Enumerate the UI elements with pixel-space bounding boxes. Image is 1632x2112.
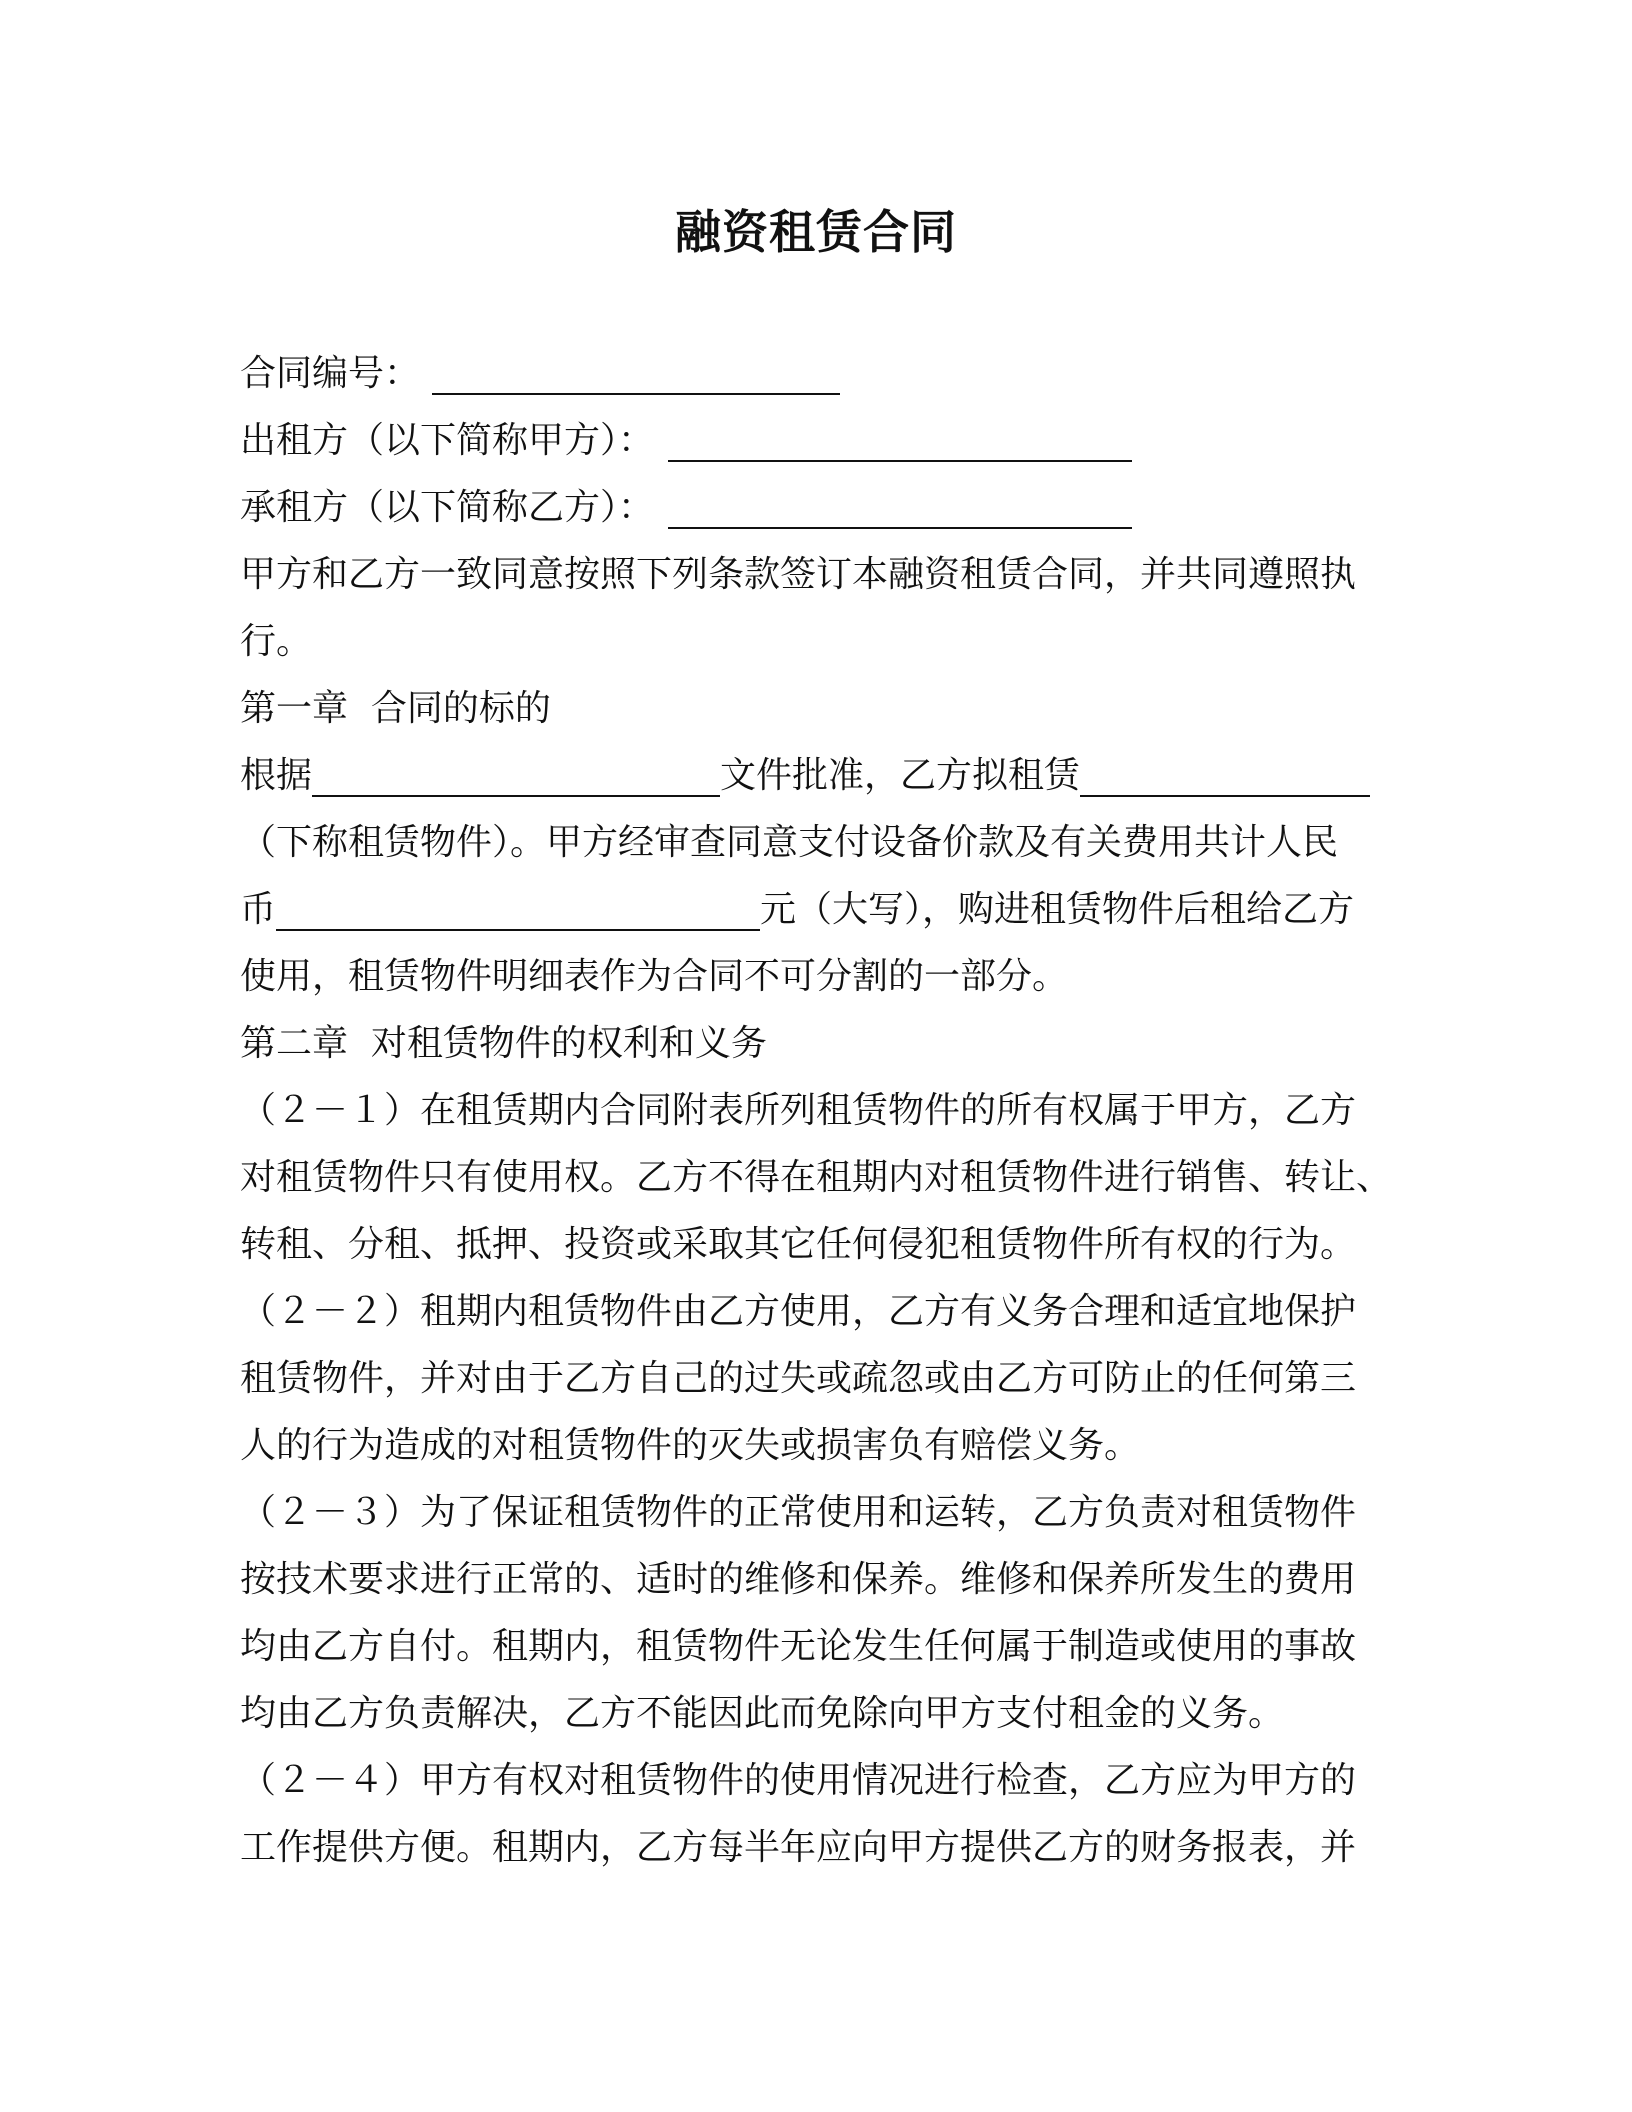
chapter-2-line: 均由乙方负责解决，乙方不能因此而免除向甲方支付租金的义务。 [240, 1693, 1285, 1734]
lessor-blank[interactable] [668, 412, 1132, 462]
chapter-2-line: 对租赁物件只有使用权。乙方不得在租期内对租赁物件进行销售、转让、 [240, 1157, 1392, 1198]
document-body [240, 340, 1392, 1881]
amount-blank[interactable] [276, 881, 760, 931]
approval-text: 文件批准，乙方拟租赁 [720, 755, 1081, 796]
lessor-row [240, 407, 1392, 474]
amount-suffix-text: 元（大写），购进租赁物件后租给乙方 [760, 889, 1355, 930]
chapter-2-line: （２－２）租期内租赁物件由乙方使用，乙方有义务合理和适宜地保护 [240, 1291, 1357, 1332]
leased-item-blank[interactable] [1080, 747, 1370, 797]
contract-no-row [240, 340, 1392, 407]
currency-text: 币 [240, 889, 277, 930]
chapter-1-line-1 [240, 742, 1392, 809]
document-title: 融资租赁合同 [675, 205, 957, 259]
chapter-2-line: 转租、分租、抵押、投资或采取其它任何侵犯租赁物件所有权的行为。 [240, 1224, 1357, 1265]
intro-line-1: 甲方和乙方一致同意按照下列条款签订本融资租赁合同，并共同遵照执 [240, 554, 1357, 595]
approval-document-blank[interactable] [312, 747, 720, 797]
chapter-2-line: 租赁物件，并对由于乙方自己的过失或疏忽或由乙方可防止的任何第三 [240, 1358, 1357, 1399]
chapter-1-line-3 [240, 876, 1392, 943]
lessee-label: 承租方（以下简称乙方）： [240, 487, 655, 528]
chapter-2-heading: 第二章 对租赁物件的权利和义务 [240, 1023, 767, 1064]
lessee-blank[interactable] [668, 479, 1132, 529]
chapter-2-line: （２－４）甲方有权对租赁物件的使用情况进行检查，乙方应为甲方的 [240, 1760, 1357, 1801]
according-to-text: 根据 [240, 755, 313, 796]
intro-line-2: 行。 [240, 621, 313, 662]
chapter-1-line-4: 使用，租赁物件明细表作为合同不可分割的一部分。 [240, 956, 1069, 997]
chapter-1-heading: 第一章 合同的标的 [240, 688, 551, 729]
chapter-2-line: 工作提供方便。租期内，乙方每半年应向甲方提供乙方的财务报表，并 [240, 1827, 1357, 1868]
chapter-2-line: 均由乙方自付。租期内，租赁物件无论发生任何属于制造或使用的事故 [240, 1626, 1357, 1667]
chapter-2-line: （２－３）为了保证租赁物件的正常使用和运转，乙方负责对租赁物件 [240, 1492, 1357, 1533]
lessee-row [240, 474, 1392, 541]
chapter-2-line: （２－１）在租赁期内合同附表所列租赁物件的所有权属于甲方，乙方 [240, 1090, 1357, 1131]
contract-no-label: 合同编号： [240, 353, 421, 394]
chapter-2-line: 按技术要求进行正常的、适时的维修和保养。维修和保养所发生的费用 [240, 1559, 1357, 1600]
lessor-label: 出租方（以下简称甲方）： [240, 420, 655, 461]
chapter-2-line: 人的行为造成的对租赁物件的灭失或损害负有赔偿义务。 [240, 1425, 1141, 1466]
chapter-1-line-2: （下称租赁物件）。甲方经审查同意支付设备价款及有关费用共计人民 [240, 822, 1339, 863]
contract-no-blank[interactable] [432, 345, 840, 395]
